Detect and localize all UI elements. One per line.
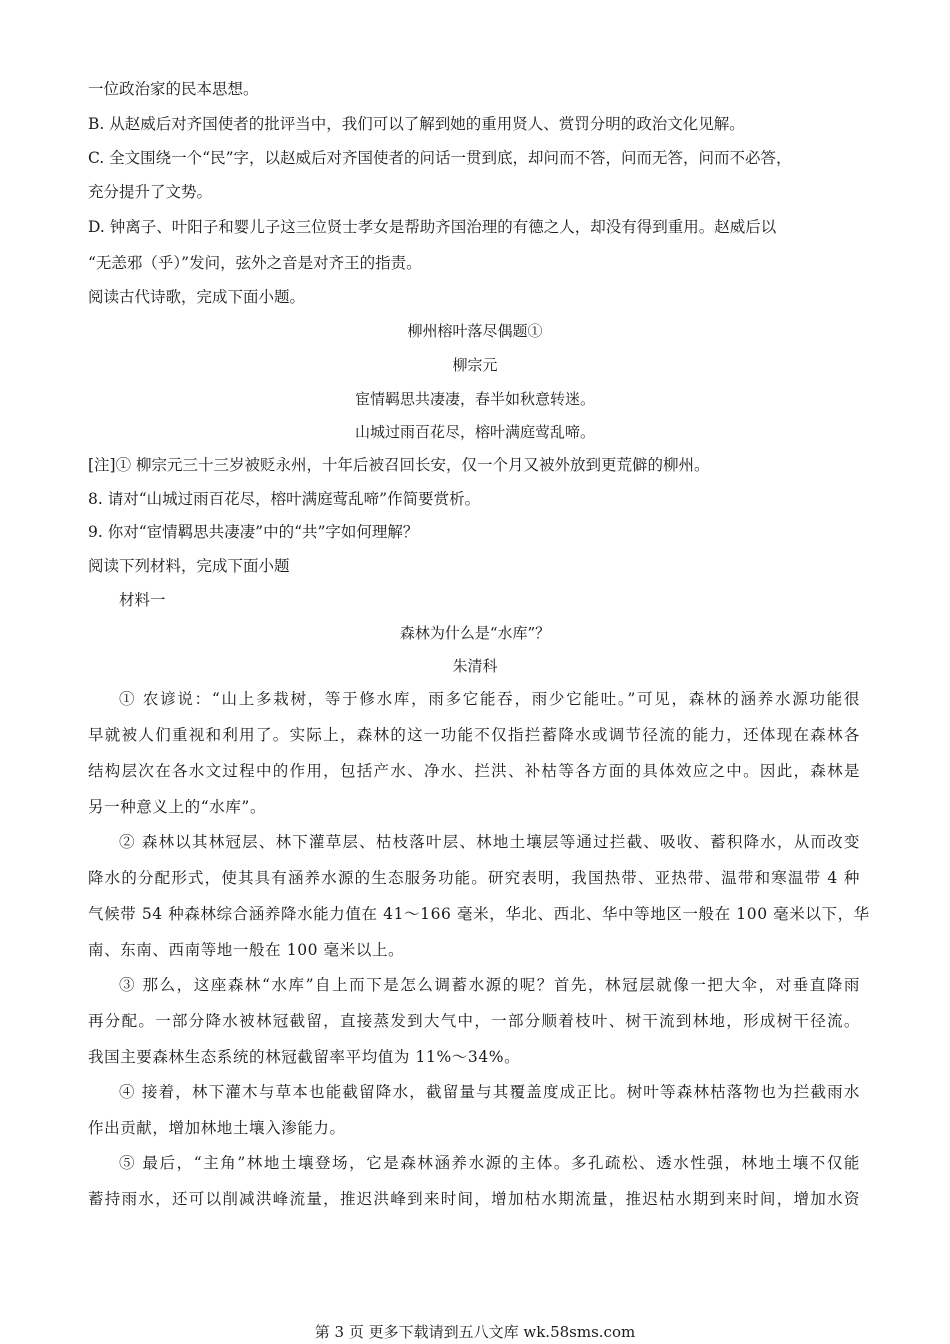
- article-author: 朱清科: [452, 657, 498, 675]
- article-title: 森林为什么是“水库”？: [399, 624, 551, 642]
- paragraph-2-line: 气候带 54 种森林综合涵养降水能力值在 41～166 毫米，华北、西北、华中等地区一般在 100 毫米以下，华: [88, 905, 870, 923]
- poem-line-2: 山城过雨百花尽，榕叶满庭莺乱啼。: [354, 423, 595, 441]
- poem-title: 柳州榕叶落尽偶题①: [407, 322, 543, 340]
- answer-a-continuation: 一位政治家的民本思想。: [88, 80, 259, 98]
- paragraph-5-line: ⑤ 最后，“主角”林地土壤登场，它是森林涵养水源的主体。多孔疏松、透水性强，林地土壤不仅能: [119, 1154, 860, 1172]
- paragraph-3-line: 我国主要森林生态系统的林冠截留率平均值为 11%～34%。: [88, 1048, 521, 1066]
- answer-option-c: C. 全文围绕一个“民”字，以赵威后对齐国使者的问话一贯到底，却问而不答，问而无答，问而不必答，: [88, 149, 792, 167]
- answer-option-c-continuation: 充分提升了文势。: [88, 183, 213, 201]
- paragraph-4-line: ④ 接着，林下灌木与草本也能截留降水，截留量与其覆盖度成正比。树叶等森林枯落物也为拦截雨水: [119, 1083, 860, 1101]
- paragraph-1-line: 另一种意义上的“水库”。: [88, 798, 267, 816]
- paragraph-1-line: 结构层次在各水文过程中的作用，包括产水、净水、拦洪、补枯等各方面的具体效应之中。因此，森林是: [88, 762, 860, 780]
- poetry-reading-instruction: 阅读古代诗歌，完成下面小题。: [88, 288, 306, 306]
- question-8: 8. 请对“山城过雨百花尽，榕叶满庭莺乱啼”作简要赏析。: [88, 490, 481, 508]
- paragraph-4-line: 作出贡献，增加林地土壤入渗能力。: [88, 1119, 346, 1137]
- poem-author: 柳宗元: [452, 356, 498, 374]
- page-footer: 第 3 页 更多下载请到五八文库 wk.58sms.com: [314, 1323, 636, 1341]
- paragraph-3-line: ③ 那么，这座森林“水库”自上而下是怎么调蓄水源的呢？首先，林冠层就像一把大伞，对垂直降雨: [119, 976, 860, 994]
- paragraph-2-line: 南、东南、西南等地一般在 100 毫米以上。: [88, 941, 405, 959]
- paragraph-2-line: 降水的分配形式，使其具有涵养水源的生态服务功能。研究表明，我国热带、亚热带、温带和寒温带 4 种: [88, 869, 860, 887]
- poem-note: [注]① 柳宗元三十三岁被贬永州，十年后被召回长安，仅一个月又被外放到更荒僻的柳州。: [88, 456, 710, 474]
- material-label: 材料一: [119, 591, 166, 609]
- answer-option-d: D. 钟离子、叶阳子和婴儿子这三位贤士孝女是帮助齐国治理的有德之人，却没有得到重用。赵威后以: [88, 218, 777, 236]
- paragraph-1-line: 早就被人们重视和利用了。实际上，森林的这一功能不仅指拦蓄降水或调节径流的能力，还体现在森林各: [88, 726, 860, 744]
- poem-line-1: 宦情羁思共凄凄，春半如秋意转迷。: [354, 390, 595, 408]
- paragraph-1-line: ① 农谚说：“山上多栽树，等于修水库，雨多它能吞，雨少它能吐。”可见，森林的涵养水源功能很: [119, 690, 860, 708]
- material-reading-instruction: 阅读下列材料，完成下面小题: [88, 557, 290, 575]
- paragraph-2-line: ② 森林以其林冠层、林下灌草层、枯枝落叶层、林地土壤层等通过拦截、吸收、蓄积降水，从而改变: [119, 833, 860, 851]
- question-9: 9. 你对“宦情羁思共凄凄”中的“共”字如何理解？: [88, 523, 419, 541]
- answer-option-d-continuation: “无恙邪（乎）”发问，弦外之音是对齐王的指责。: [88, 254, 422, 272]
- paragraph-5-line: 蓄持雨水，还可以削减洪峰流量，推迟洪峰到来时间，增加枯水期流量，推迟枯水期到来时间，增加水资: [88, 1190, 860, 1208]
- paragraph-3-line: 再分配。一部分降水被林冠截留，直接蒸发到大气中，一部分顺着枝叶、树干流到林地，形成树干径流。: [88, 1012, 860, 1030]
- answer-option-b: B. 从赵威后对齐国使者的批评当中，我们可以了解到她的重用贤人、赏罚分明的政治文化见解。: [88, 115, 745, 133]
